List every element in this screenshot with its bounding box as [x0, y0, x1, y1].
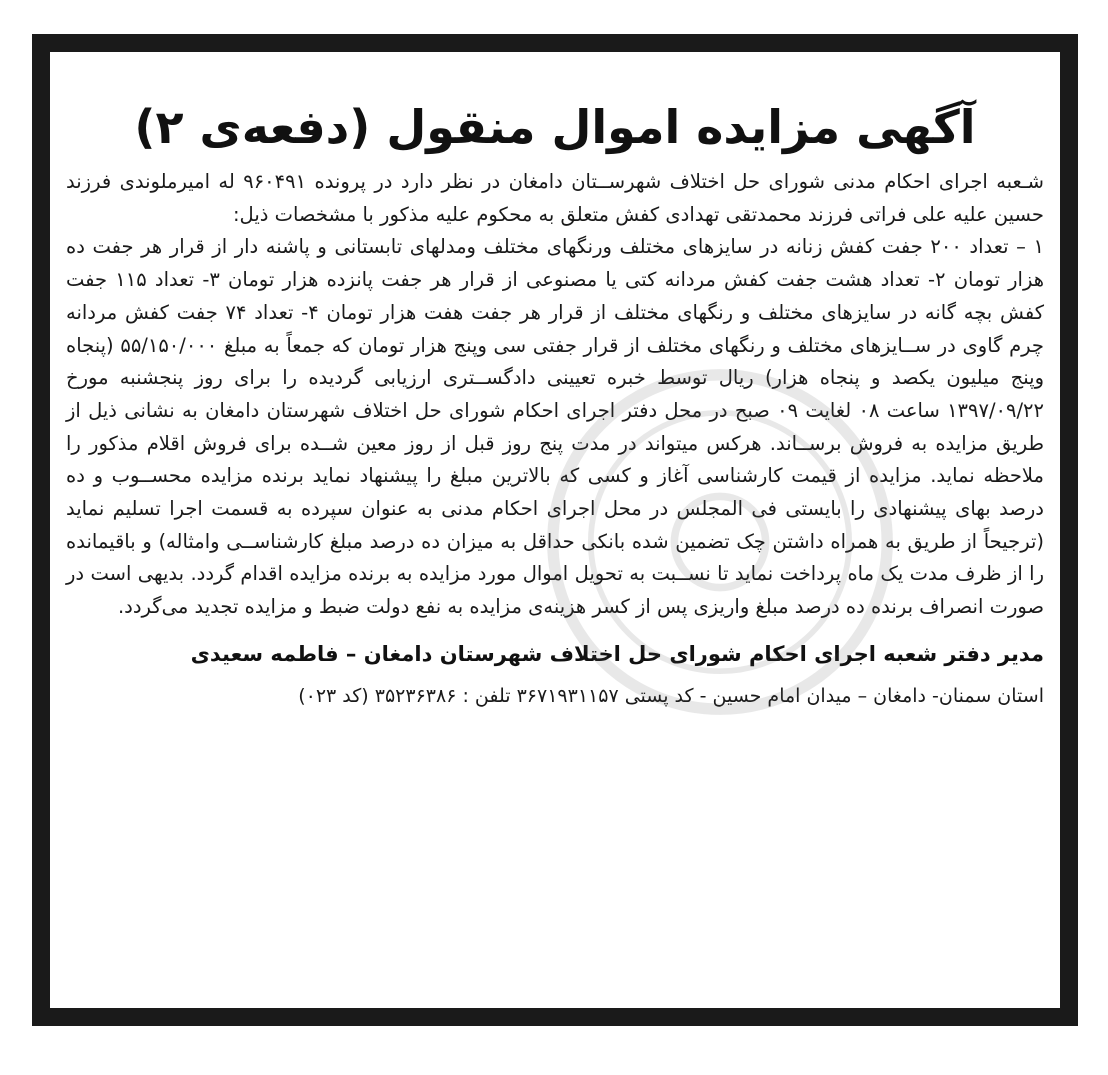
notice-address: استان سمنان- دامغان – میدان امام حسین - کد پستی ۳۶۷۱۹۳۱۱۵۷ تلفن : ۳۵۲۳۶۳۸۶ (کد ۰۲۳) — [298, 684, 1044, 707]
notice-text — [66, 166, 1044, 624]
notice-intro: شـعبه اجرای احکام مدنی شورای حل اختلاف شهرســتان دامغان در نظر دارد در پرونده ۹۶۰۴۹۱ له امیرملوندی فرزند حسین علیه علی فراتی فرزند محمدتقی تهدادی کفش متعلق به محکوم علیه مذکور با مشخصات ذیل: — [66, 170, 1044, 226]
notice-frame — [32, 34, 1078, 1026]
notice-body — [50, 52, 1060, 1008]
notice-details: ۱ – تعداد ۲۰۰ جفت کفش زنانه در سایزهای مختلف ورنگهای مختلف ومدلهای تابستانی و پاشنه دار از قرار هر جفت ده هزار تومان ۲- تعداد هشت جفت کفش مردانه کتی یا مصنوعی از قرار هر جفت پانزده هزار تومان ۳- تعداد ۱۱۵ جفت کفش بچه گانه در سایزهای مختلف و رنگهای مختلف از قرار هر جفت هفت هزار تومان ۴- تعداد ۷۴ جفت کفش مردانه چرم گاوی در ســایزهای مختلف و رنگهای مختلف از قرار جفتی سی وپنج هزار تومان که جمعاً به مبلغ ۵۵/۱۵۰/۰۰۰ (پنجاه وپنج میلیون یکصد و پنجاه هزار) ریال توسط خبره تعیینی دادگســتری ارزیابی گردیده را برای روز پنجشنبه مورخ ۱۳۹۷/۰۹/۲۲ ساعت ۰۸ لغایت ۰۹ صبح در محل دفتر اجرای احکام شورای حل اختلاف شهرستان دامغان به نشانی ذیل از طریق مزایده به فروش برســاند. هرکس میتواند در مدت پنج روز قبل از روز معین شــده برای فروش اقلام مذکور را ملاحظه نماید. مزایده از قیمت کارشناسی آغاز و کسی که بالاترین مبلغ را پیشنهاد نماید برنده مزایده محســوب و ده درصد بهای پیشنهادی را بایستی فی المجلس در محل اجرای احکام مدنی به عنوان سپرده به قسمت اجرا تسلیم نماید (ترجیحاً از طریق به همراه داشتن چک تضمین شده بانکی حداقل به میزان ده درصد مبلغ کارشناســی وامثاله) و باقیمانده را از ظرف مدت یک ماه پرداخت نماید تا نســبت به تحویل اموال مورد مزایده به برنده مزایده اقدام گردد. بدیهی است در صورت انصراف برنده ده درصد مبلغ واریزی پس از کسر هزینه‌ی مزایده به نفع دولت ضبط و مزایده تجدید می‌گردد. — [66, 235, 1045, 619]
notice-title: آگهی مزایده اموال منقول (دفعه‌ی ۲) — [134, 100, 976, 154]
notice-signature: مدیر دفتر شعبه اجرای احکام شورای حل اختلاف شهرستان دامغان – فاطمه سعیدی — [190, 641, 1044, 666]
